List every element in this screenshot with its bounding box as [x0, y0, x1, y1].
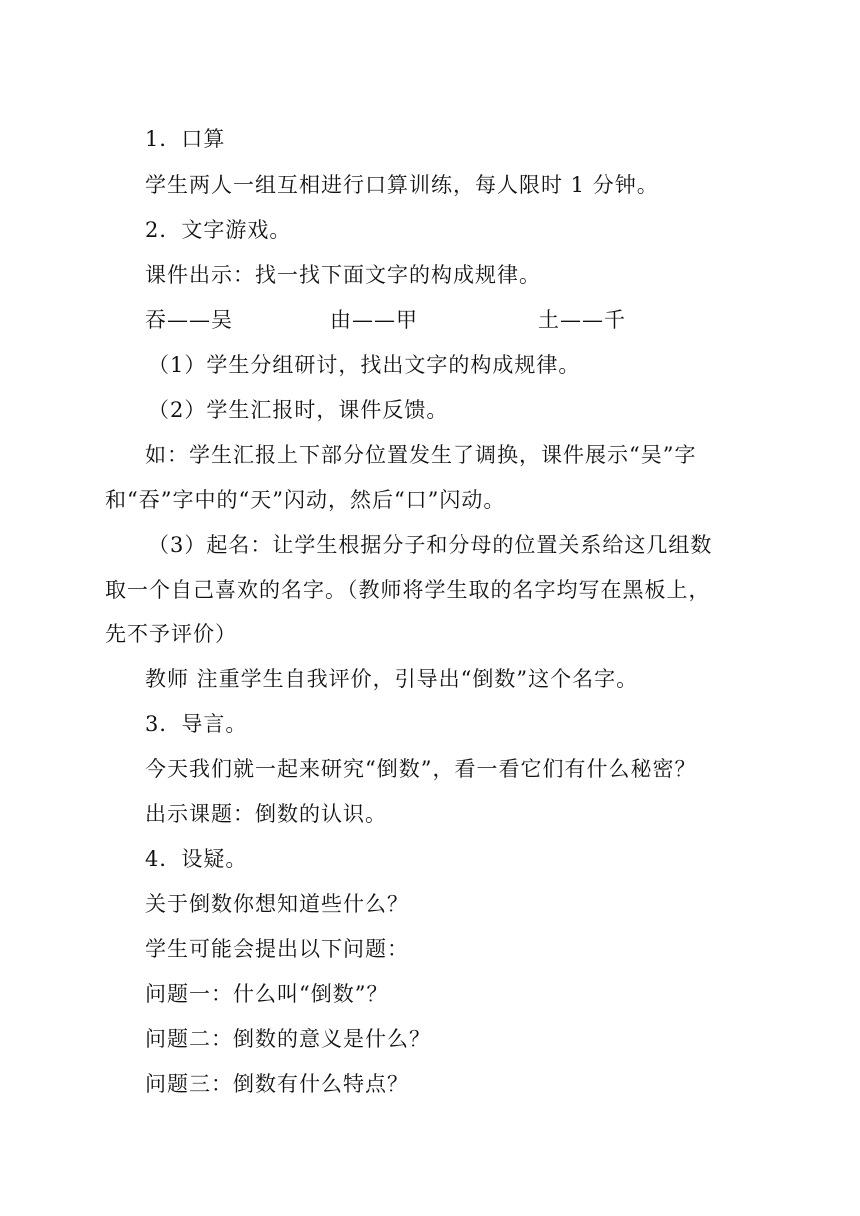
character-pairs-row [0, 305, 860, 335]
character-pair: 由——甲 [330, 308, 418, 332]
paragraph: 今天我们就一起来研究“倒数”，看一看它们有什么秘密？ [145, 757, 697, 781]
paragraph: （3）起名：让学生根据分子和分母的位置关系给这几组数 [148, 533, 713, 557]
paragraph: 如：学生汇报上下部分位置发生了调换，课件展示“吴”字 [145, 443, 697, 467]
section-heading-questions: 4．设疑。 [145, 847, 248, 871]
paragraph: 学生可能会提出以下问题： [145, 937, 409, 961]
question-item: 问题三：倒数有什么特点？ [145, 1072, 409, 1096]
paragraph: （1）学生分组研讨，找出文字的构成规律。 [148, 353, 581, 377]
paragraph-continuation: 和“吞”字中的“天”闪动，然后“口”闪动。 [105, 488, 506, 512]
paragraph: 学生两人一组互相进行口算训练，每人限时 1 分钟。 [145, 173, 659, 197]
question-item: 问题二：倒数的意义是什么？ [145, 1027, 431, 1051]
paragraph: 关于倒数你想知道些什么？ [145, 892, 409, 916]
paragraph: 教师 注重学生自我评价，引导出“倒数”这个名字。 [145, 667, 639, 691]
section-heading-word-game: 2．文字游戏。 [145, 218, 292, 242]
paragraph: 出示课题：倒数的认识。 [145, 802, 387, 826]
section-heading-oral-calc: 1．口算 [145, 127, 226, 151]
character-pair: 吞——吴 [145, 308, 233, 332]
paragraph: （2）学生汇报时，课件反馈。 [148, 398, 449, 422]
paragraph-continuation: 先不予评价） [105, 622, 237, 646]
section-heading-intro: 3．导言。 [145, 712, 248, 736]
paragraph: 课件出示：找一找下面文字的构成规律。 [145, 263, 541, 287]
question-item: 问题一：什么叫“倒数”？ [145, 982, 389, 1006]
character-pair: 土——千 [538, 308, 626, 332]
paragraph-continuation: 取一个自己喜欢的名字。（教师将学生取的名字均写在黑板上， [105, 578, 711, 602]
